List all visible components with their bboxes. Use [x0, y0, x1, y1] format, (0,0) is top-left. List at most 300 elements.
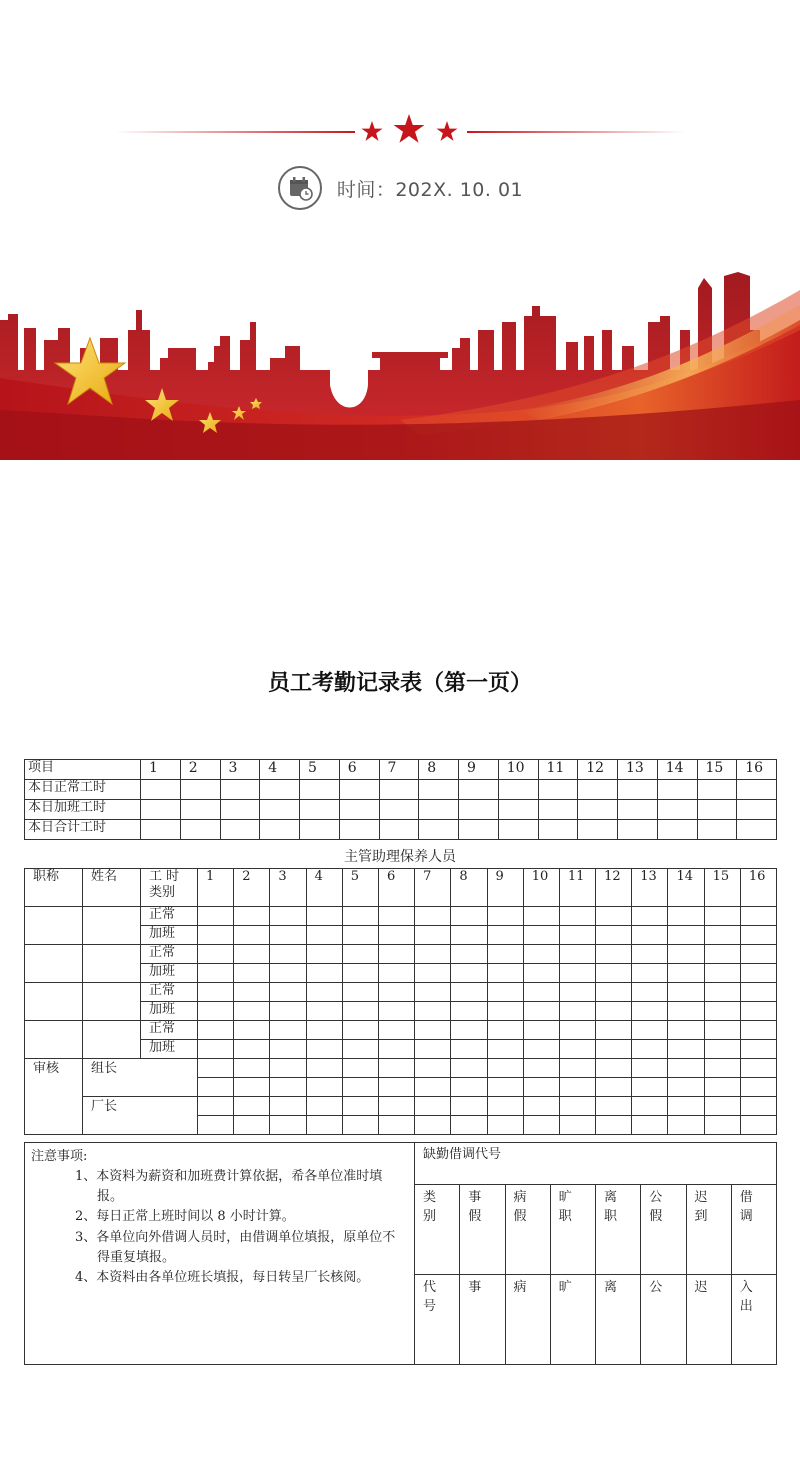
date-row: [0, 164, 800, 212]
group-leader-label: 组长: [83, 1059, 198, 1097]
table-cell: [270, 1021, 306, 1040]
table-row: [25, 945, 777, 964]
table-cell: [737, 780, 777, 800]
table-cell: [306, 1021, 342, 1040]
table-cell: [487, 1002, 523, 1021]
table-cell: [740, 1097, 776, 1116]
table-cell: [451, 945, 487, 964]
table-cell: [740, 1078, 776, 1097]
table-cell: [740, 1040, 776, 1059]
code-cell: 迟: [686, 1275, 731, 1365]
note-item: 3、各单位向外借调人员时，由借调单位填报，原单位不得重复填报。: [75, 1229, 396, 1265]
notes-and-codes-table: [24, 1142, 777, 1365]
table-cell: [487, 945, 523, 964]
table-cell: [704, 1040, 740, 1059]
note-item: 1、本资料为薪资和加班费计算依据，希各单位准时填报。: [75, 1169, 383, 1205]
table-cell: [306, 907, 342, 926]
table-cell: [596, 983, 632, 1002]
table-cell: [342, 1097, 378, 1116]
table-cell: [704, 1002, 740, 1021]
table-cell: [198, 945, 234, 964]
table-cell: [704, 945, 740, 964]
day-header: 1: [198, 869, 234, 907]
table-cell: [559, 1002, 595, 1021]
table-cell: [198, 1059, 234, 1078]
table-cell: [342, 1059, 378, 1078]
table-cell: [559, 1078, 595, 1097]
table-cell: [704, 983, 740, 1002]
table-cell: [198, 1040, 234, 1059]
day-header: 8: [419, 760, 459, 780]
table-cell: [632, 964, 668, 983]
normal-label: 正常: [141, 945, 198, 964]
table-cell: [415, 926, 451, 945]
table-cell: [451, 983, 487, 1002]
table-cell: [632, 1116, 668, 1135]
table-cell: [180, 780, 220, 800]
day-header: 13: [618, 760, 658, 780]
table-row: [25, 820, 777, 840]
table-cell: [306, 1116, 342, 1135]
table-cell: [523, 945, 559, 964]
table-cell: [198, 1021, 234, 1040]
day-header: 4: [260, 760, 300, 780]
table-cell: [559, 926, 595, 945]
table-cell: [234, 945, 270, 964]
table-cell: [704, 1021, 740, 1040]
day-header: 15: [697, 760, 737, 780]
table-cell: [704, 1078, 740, 1097]
table-cell: [306, 1002, 342, 1021]
table-cell: [306, 983, 342, 1002]
day-header: 2: [234, 869, 270, 907]
table-cell: [618, 780, 658, 800]
table-cell: [306, 945, 342, 964]
table-cell: [141, 820, 181, 840]
table-cell: [415, 1116, 451, 1135]
staff-attendance-table: [24, 868, 777, 1135]
table-cell: [306, 1040, 342, 1059]
table-cell: [270, 1002, 306, 1021]
table-cell: [378, 1059, 414, 1078]
day-header: 11: [559, 869, 595, 907]
table-cell: [378, 1002, 414, 1021]
table-cell: [378, 964, 414, 983]
table-cell: [697, 800, 737, 820]
day-header: 16: [740, 869, 776, 907]
table-cell: [459, 800, 499, 820]
day-header: 8: [451, 869, 487, 907]
table-cell: [740, 1021, 776, 1040]
table-cell: [459, 820, 499, 840]
table-cell: [300, 820, 340, 840]
table-cell: [668, 945, 704, 964]
table-cell: [451, 1097, 487, 1116]
table-cell: [632, 907, 668, 926]
overtime-label: 加班: [141, 926, 198, 945]
day-header: 14: [657, 760, 697, 780]
table-cell: [657, 820, 697, 840]
table-cell: [415, 1021, 451, 1040]
table-cell: [487, 1059, 523, 1078]
table-cell: [668, 1021, 704, 1040]
day-header: 9: [487, 869, 523, 907]
table-cell: [596, 964, 632, 983]
table-cell: [578, 800, 618, 820]
table-cell: [180, 800, 220, 820]
table-cell: [415, 983, 451, 1002]
table-cell: [378, 1078, 414, 1097]
table-cell: [657, 780, 697, 800]
calendar-icon: [277, 165, 323, 211]
table-cell: [419, 820, 459, 840]
name-cell: [83, 983, 141, 1021]
code-cell: 病 假: [505, 1185, 550, 1275]
table-cell: [668, 983, 704, 1002]
table-cell: [342, 1040, 378, 1059]
col-title-header: 职称: [25, 869, 83, 907]
table-cell: [498, 820, 538, 840]
table-cell: [538, 800, 578, 820]
table-cell: [559, 983, 595, 1002]
table-cell: [234, 1002, 270, 1021]
table-cell: [339, 820, 379, 840]
table-cell: [487, 1116, 523, 1135]
title-cell: [25, 1021, 83, 1059]
table-cell: [378, 926, 414, 945]
table-cell: [487, 1040, 523, 1059]
row-label: 本日合计工时: [25, 820, 141, 840]
code-cell: 事: [460, 1275, 505, 1365]
table-cell: [270, 964, 306, 983]
table-cell: [697, 780, 737, 800]
code-cell: 公 假: [641, 1185, 686, 1275]
table-cell: [339, 800, 379, 820]
table-cell: [234, 1078, 270, 1097]
table-cell: [740, 907, 776, 926]
overtime-label: 加班: [141, 1040, 198, 1059]
table-cell: [342, 907, 378, 926]
table-cell: [419, 800, 459, 820]
table-cell: [632, 1097, 668, 1116]
table-cell: [704, 907, 740, 926]
name-cell: [83, 945, 141, 983]
table-cell: [578, 820, 618, 840]
table-cell: [740, 945, 776, 964]
table-cell: [180, 820, 220, 840]
table-cell: [141, 800, 181, 820]
day-header: 5: [342, 869, 378, 907]
table-cell: [342, 964, 378, 983]
table-cell: [578, 780, 618, 800]
normal-label: 正常: [141, 983, 198, 1002]
table-cell: [415, 1002, 451, 1021]
table-cell: [234, 1040, 270, 1059]
table-cell: [270, 1040, 306, 1059]
table-cell: [306, 1097, 342, 1116]
day-header: 4: [306, 869, 342, 907]
table-cell: [415, 1097, 451, 1116]
day-header: 12: [578, 760, 618, 780]
table-cell: [632, 926, 668, 945]
table-cell: [306, 1059, 342, 1078]
table-cell: [451, 926, 487, 945]
table-cell: [234, 964, 270, 983]
note-item: 2、每日正常上班时间以 8 小时计算。: [75, 1209, 295, 1225]
table-cell: [704, 1116, 740, 1135]
day-header: 11: [538, 760, 578, 780]
table-cell: [487, 964, 523, 983]
table-cell: [451, 964, 487, 983]
table-cell: [523, 907, 559, 926]
code-cell: 旷: [550, 1275, 595, 1365]
table-cell: [668, 1097, 704, 1116]
table-cell: [740, 1059, 776, 1078]
code-cell: 病: [505, 1275, 550, 1365]
table-cell: [704, 1059, 740, 1078]
table-cell: [234, 983, 270, 1002]
name-cell: [83, 1021, 141, 1059]
table-row: [25, 1021, 777, 1040]
title-cell: [25, 983, 83, 1021]
table-cell: [596, 1002, 632, 1021]
review-row: [25, 1097, 777, 1116]
table-cell: [596, 1040, 632, 1059]
table-cell: [379, 800, 419, 820]
overtime-label: 加班: [141, 1002, 198, 1021]
table-cell: [342, 1116, 378, 1135]
table-cell: [559, 1097, 595, 1116]
col-name-header: 姓名: [83, 869, 141, 907]
table-cell: [596, 1116, 632, 1135]
day-header: 2: [180, 760, 220, 780]
table-cell: [596, 907, 632, 926]
table-cell: [632, 1021, 668, 1040]
code-cell: 离 职: [596, 1185, 641, 1275]
table-cell: [260, 800, 300, 820]
star-icon: [437, 121, 458, 141]
table-header-row: [25, 869, 777, 907]
table-cell: [523, 1097, 559, 1116]
table-cell: [740, 926, 776, 945]
table-cell: [451, 1021, 487, 1040]
table-cell: [342, 1078, 378, 1097]
code-cell: 离: [596, 1275, 641, 1365]
code-cell: 入 出: [731, 1275, 776, 1365]
table-cell: [596, 1078, 632, 1097]
absence-codes-heading: 缺勤借调代号: [415, 1143, 777, 1185]
table-cell: [415, 907, 451, 926]
table-cell: [704, 926, 740, 945]
daily-summary-table: [24, 759, 777, 840]
table-cell: [379, 780, 419, 800]
table-cell: [740, 1002, 776, 1021]
table-cell: [523, 964, 559, 983]
col-type-header: 工 时 类别: [141, 869, 198, 907]
code-cell: 公: [641, 1275, 686, 1365]
title-cell: [25, 907, 83, 945]
table-cell: [523, 1040, 559, 1059]
table-header-row: [25, 760, 777, 780]
table-cell: [451, 1002, 487, 1021]
table-cell: [220, 780, 260, 800]
table-row: [25, 800, 777, 820]
code-cell: 旷 职: [550, 1185, 595, 1275]
day-header: 9: [459, 760, 499, 780]
table-cell: [234, 1116, 270, 1135]
table-cell: [632, 945, 668, 964]
day-header: 13: [632, 869, 668, 907]
table-cell: [697, 820, 737, 840]
table-cell: [740, 983, 776, 1002]
review-row: [25, 1059, 777, 1078]
corner-label: 项目: [25, 760, 141, 780]
table-cell: [668, 1116, 704, 1135]
table-cell: [559, 1116, 595, 1135]
table-cell: [451, 907, 487, 926]
table-cell: [487, 907, 523, 926]
table-row: [25, 983, 777, 1002]
table-cell: [415, 1040, 451, 1059]
table-cell: [523, 1002, 559, 1021]
document-title: 员工考勤记录表（第一页）: [267, 670, 532, 696]
table-row: [25, 907, 777, 926]
table-cell: [559, 964, 595, 983]
day-header: 3: [270, 869, 306, 907]
factory-head-label: 厂长: [83, 1097, 198, 1135]
review-label: 审核: [25, 1059, 83, 1135]
table-cell: [596, 945, 632, 964]
table-cell: [596, 1021, 632, 1040]
table-cell: [270, 907, 306, 926]
table-cell: [342, 926, 378, 945]
table-cell: [596, 1059, 632, 1078]
table-cell: [668, 926, 704, 945]
table-cell: [419, 780, 459, 800]
table-cell: [415, 964, 451, 983]
table-cell: [668, 1078, 704, 1097]
table-cell: [198, 1078, 234, 1097]
note-item: 4、本资料由各单位班长填报，每日转呈厂长核阅。: [75, 1269, 370, 1285]
table-cell: [596, 1097, 632, 1116]
table-cell: [378, 1116, 414, 1135]
notes-heading: 注意事项:: [31, 1149, 88, 1164]
table-cell: [415, 1059, 451, 1078]
table-cell: [306, 926, 342, 945]
date-label: 时间：202X. 10. 01: [336, 178, 524, 201]
table-cell: [342, 945, 378, 964]
table-cell: [378, 1097, 414, 1116]
table-cell: [342, 1021, 378, 1040]
table-cell: [487, 926, 523, 945]
day-header: 6: [339, 760, 379, 780]
table-cell: [559, 1040, 595, 1059]
table-cell: [378, 945, 414, 964]
day-header: 14: [668, 869, 704, 907]
name-cell: [83, 907, 141, 945]
table-cell: [260, 820, 300, 840]
table-cell: [378, 1040, 414, 1059]
table-cell: [270, 1078, 306, 1097]
table-cell: [415, 945, 451, 964]
table-cell: [668, 907, 704, 926]
table-cell: [234, 1021, 270, 1040]
section-title: 主管助理保养人员: [344, 849, 456, 865]
table-cell: [451, 1078, 487, 1097]
table-cell: [498, 800, 538, 820]
table-cell: [668, 1040, 704, 1059]
table-cell: [704, 964, 740, 983]
table-cell: [378, 907, 414, 926]
table-cell: [538, 820, 578, 840]
table-cell: [523, 1116, 559, 1135]
table-cell: [379, 820, 419, 840]
table-cell: [487, 1078, 523, 1097]
normal-label: 正常: [141, 1021, 198, 1040]
day-header: 1: [141, 760, 181, 780]
table-cell: [668, 964, 704, 983]
table-cell: [737, 820, 777, 840]
table-cell: [538, 780, 578, 800]
day-header: 15: [704, 869, 740, 907]
table-cell: [451, 1116, 487, 1135]
day-header: 7: [415, 869, 451, 907]
day-header: 10: [523, 869, 559, 907]
table-cell: [220, 800, 260, 820]
table-cell: [596, 926, 632, 945]
table-cell: [618, 800, 658, 820]
table-cell: [523, 1059, 559, 1078]
table-cell: [300, 780, 340, 800]
table-cell: [618, 820, 658, 840]
table-cell: [451, 1040, 487, 1059]
row-label: 本日正常工时: [25, 780, 141, 800]
day-header: 12: [596, 869, 632, 907]
table-cell: [198, 926, 234, 945]
overtime-label: 加班: [141, 964, 198, 983]
table-cell: [459, 780, 499, 800]
table-cell: [559, 945, 595, 964]
table-cell: [559, 907, 595, 926]
day-header: 7: [379, 760, 419, 780]
table-cell: [198, 907, 234, 926]
code-cell: 借 调: [731, 1185, 776, 1275]
table-cell: [632, 1040, 668, 1059]
table-cell: [498, 780, 538, 800]
table-cell: [487, 1097, 523, 1116]
table-cell: [378, 1021, 414, 1040]
city-skyline-banner: [0, 250, 800, 460]
day-header: 6: [378, 869, 414, 907]
table-cell: [487, 1021, 523, 1040]
table-cell: [198, 1002, 234, 1021]
table-cell: [632, 1002, 668, 1021]
day-header: 5: [300, 760, 340, 780]
row-label: 本日加班工时: [25, 800, 141, 820]
table-cell: [342, 1002, 378, 1021]
table-cell: [523, 1078, 559, 1097]
table-cell: [198, 983, 234, 1002]
table-cell: [632, 1059, 668, 1078]
table-cell: [740, 964, 776, 983]
table-cell: [198, 1097, 234, 1116]
table-cell: [451, 1059, 487, 1078]
title-cell: [25, 945, 83, 983]
table-cell: [668, 1059, 704, 1078]
table-cell: [220, 820, 260, 840]
notes-cell: [25, 1143, 415, 1365]
table-cell: [523, 983, 559, 1002]
